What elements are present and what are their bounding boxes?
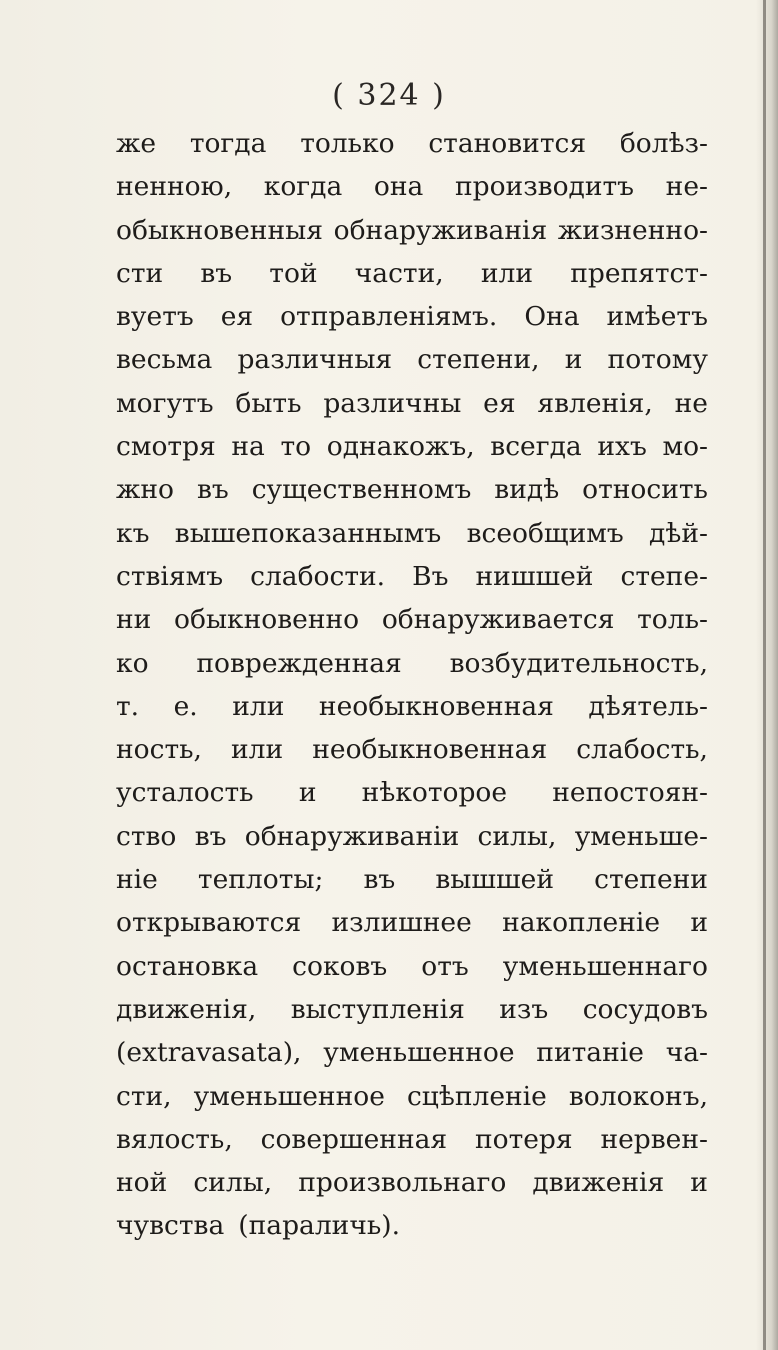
word: слабость, [576,734,708,766]
word: въ [196,474,229,506]
word: и [564,344,583,376]
text-line [116,165,708,208]
word: или [232,690,285,722]
word: весьма [116,344,213,376]
page-number: ( 324 ) [332,78,446,113]
text-line [116,295,708,338]
word: нишшей [475,560,594,592]
text-line [116,642,708,685]
word: соковъ [292,950,388,982]
text-line [116,122,708,165]
word: существенномъ [251,474,472,506]
word: открываются [116,907,302,939]
text-line [116,728,708,771]
word: обыкновенно [174,604,360,636]
word: потеря [474,1123,573,1155]
word: дѣй- [649,517,708,549]
word: вышепоказаннымъ [174,517,442,549]
word: различны [323,387,462,419]
text-line [116,988,708,1031]
word: въ [200,257,233,289]
word: силы, [193,1167,273,1199]
word: или [231,734,284,766]
word: уменьшенное [323,1037,515,1069]
word: ея [220,301,254,333]
word: возбудительность, [449,647,708,679]
word: ихъ [597,431,647,463]
word: вуетъ [116,301,194,333]
word: всеобщимъ [466,517,624,549]
text-line [116,771,708,814]
word: ея [483,387,516,419]
word: относить [582,474,708,506]
word: излишнее [331,907,472,939]
word: ніе [116,864,158,896]
word: совершенная [260,1123,448,1155]
word: жизненно- [557,214,708,246]
word: ность, [116,734,202,766]
word: могутъ [116,387,214,419]
text-line [116,209,708,252]
word: изъ [499,993,549,1025]
word: усталость [116,777,254,809]
word: же [116,128,157,159]
word: отъ [421,950,469,982]
word: обнаруживанія [333,214,548,246]
word: степе- [620,560,708,592]
word: необыкновенная [318,690,554,722]
word: питаніе [536,1037,644,1069]
word: части, [354,257,444,289]
word: болѣз- [619,128,708,159]
word: не [674,387,708,419]
word: въ [363,864,396,896]
word: поврежденная [196,647,402,679]
word: дѣятель- [588,690,708,722]
word: нѣкоторое [361,777,508,809]
word: сцѣпленіе [406,1080,547,1112]
word: и [690,907,708,939]
word: мо- [662,431,708,463]
word: степени, [417,344,540,376]
text-line [116,425,708,468]
word: всегда [490,431,582,463]
text-line [116,1118,708,1161]
word: силы, [477,820,557,852]
word: или [480,257,534,289]
text-line [116,252,708,295]
word: имѣетъ [606,301,708,333]
word: жно [116,474,174,506]
text-line [116,338,708,381]
word: тогда [189,128,267,159]
word: производитъ [454,171,635,203]
text-line [116,945,708,988]
word: (параличь). [238,1210,401,1242]
word: вышшей [435,864,555,896]
text-line [116,1031,708,1074]
word: произвольнаго [298,1167,507,1199]
word: уменьшенное [193,1080,385,1112]
word: потому [607,344,708,376]
word: и [690,1167,708,1199]
word: однакожъ, [326,431,475,463]
text-line [116,1161,708,1204]
word: уменьше- [574,820,708,852]
word: ни [116,604,152,636]
text-line [116,685,708,728]
word: Она [524,301,580,333]
word: видѣ [494,474,560,506]
word: е. [173,690,198,722]
word: сосудовъ [582,993,708,1025]
word: то [280,431,312,463]
word: движенія, [116,993,257,1025]
word: не- [665,171,708,203]
word: обнаруживаніи [244,820,460,852]
text-line [116,901,708,944]
word: смотря [116,431,216,463]
word: чувства [116,1210,225,1242]
word: движенія [532,1167,665,1199]
word: выступленія [290,993,465,1025]
word: (extravasata), [116,1037,302,1069]
text-line [116,815,708,858]
page-edge-shadow [756,0,778,1350]
word: ствіямъ [116,560,224,592]
word: быть [235,387,302,419]
page-edge-line [763,0,766,1350]
word: ча- [665,1037,708,1069]
body-text [116,122,708,1248]
word: необыкновенная [312,734,548,766]
word: обнаруживается [381,604,615,636]
word: только [300,128,395,159]
text-line [116,598,708,641]
word: теплоты; [197,864,324,896]
word: сти [116,257,164,289]
word: накопленіе [502,907,661,939]
word: сти, [116,1080,172,1112]
word: становится [428,128,587,159]
word: слабости. [250,560,386,592]
word: той [269,257,318,289]
word: на [231,431,265,463]
word: ко [116,647,149,679]
word: нервен- [600,1123,708,1155]
word: препятст- [570,257,708,289]
word: она [373,171,424,203]
word: т. [116,690,140,722]
word: вялость, [116,1123,233,1155]
text-line [116,858,708,901]
word: ство [116,820,177,852]
word: явленія, [537,387,653,419]
word: непостоян- [552,777,708,809]
text-line [116,1075,708,1118]
word: къ [116,517,150,549]
word: ной [116,1167,168,1199]
word: Въ [412,560,449,592]
word: волоконъ, [568,1080,708,1112]
word: въ [194,820,227,852]
word: толь- [637,604,708,636]
word: и [298,777,317,809]
word: отправленіямъ. [280,301,498,333]
word: обыкновенныя [116,214,323,246]
word: ненною, [116,171,233,203]
word: остановка [116,950,259,982]
text-line [116,512,708,555]
word: степени [594,864,708,896]
word: когда [263,171,343,203]
word: различныя [237,344,393,376]
text-line [116,555,708,598]
word: уменьшеннаго [502,950,708,982]
text-line [116,1204,708,1247]
text-line [116,468,708,511]
text-line [116,382,708,425]
